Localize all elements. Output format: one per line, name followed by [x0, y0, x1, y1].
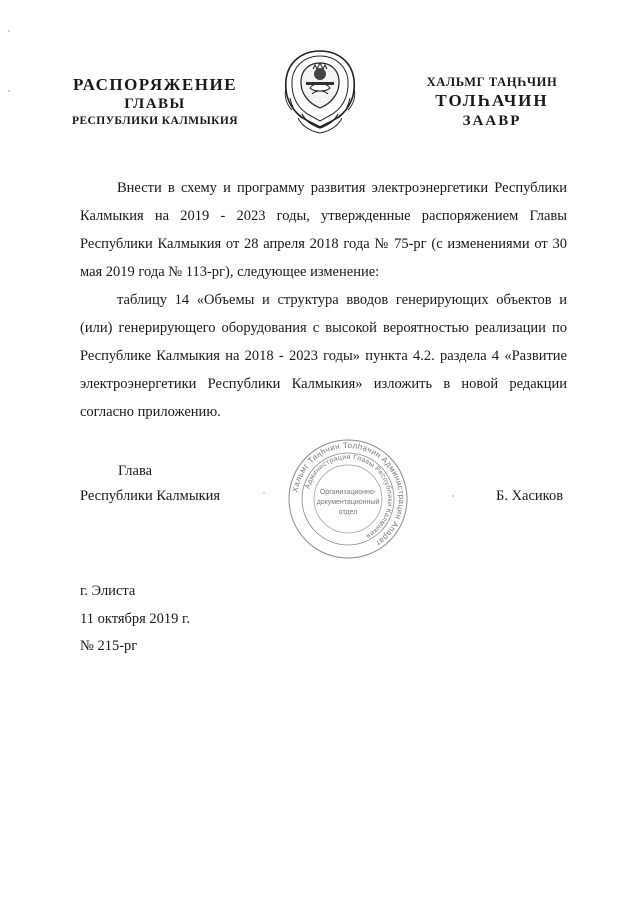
stamp-center-line: отдел [338, 509, 358, 516]
signatory-organization: Республики Калмыкия [80, 488, 221, 504]
header-left [70, 75, 240, 129]
stamp-inner-text: Администрация Главы Республики Калмыкия [304, 453, 394, 540]
scan-speck [452, 495, 454, 497]
body-paragraph: таблицу 14 «Объемы и структура вводов генерирующих объектов и (или) генерирующего оборудования с высокой вероятностью реализации по Республике Калмыкия на 2018 - 2023 годы» пункта 4.2. раздела 4 «Развитие электроэнергетики Республики Калмыкия» изложить в новой редакции согласно приложению. [80, 292, 567, 420]
header-kalmyk-line3: ЗААВР [462, 113, 522, 129]
document-body [80, 174, 567, 426]
coat-of-arms-icon [280, 48, 360, 136]
scan-speck [263, 492, 265, 494]
header-title-order: РАСПОРЯЖЕНИЕ [72, 75, 238, 94]
header-title-head: ГЛАВЫ [124, 96, 186, 112]
document-city: г. Элиста [80, 583, 136, 599]
header-title-republic: РЕСПУБЛИКИ КАЛМЫКИЯ [72, 115, 238, 127]
signatory-name: Б. Хасиков [496, 488, 564, 504]
header-right [412, 74, 572, 131]
scan-speck [8, 30, 10, 32]
body-paragraph: Внести в схему и программу развития электроэнергетики Республики Калмыкия на 2019 - 2023 годы, утвержденные распоряжением Главы Республики Калмыкия от 28 апреля 2018 года № 75-рг (с изменениями от 30 мая 2019 года № 113-рг), следующее изменение: [80, 180, 567, 280]
document-date: 11 октября 2019 г. [80, 611, 190, 627]
document-number: № 215-рг [80, 638, 138, 654]
stamp-center-line: Организационно- [319, 489, 377, 496]
official-stamp [287, 438, 409, 560]
signatory-title: Глава [118, 463, 153, 479]
header-kalmyk-line1: ХАЛЬМГ ТАҢҺЧИН [426, 75, 558, 89]
svg-text:Администрация Главы Республики [304, 454, 393, 539]
stamp-outer-text: Хальмг Таңһчин Толһачин Администрацин Апарат [290, 440, 407, 549]
scan-speck [8, 90, 10, 92]
stamp-center-line: документационный [316, 499, 380, 506]
header-kalmyk-line2: ТОЛҺАЧИН [435, 91, 549, 110]
